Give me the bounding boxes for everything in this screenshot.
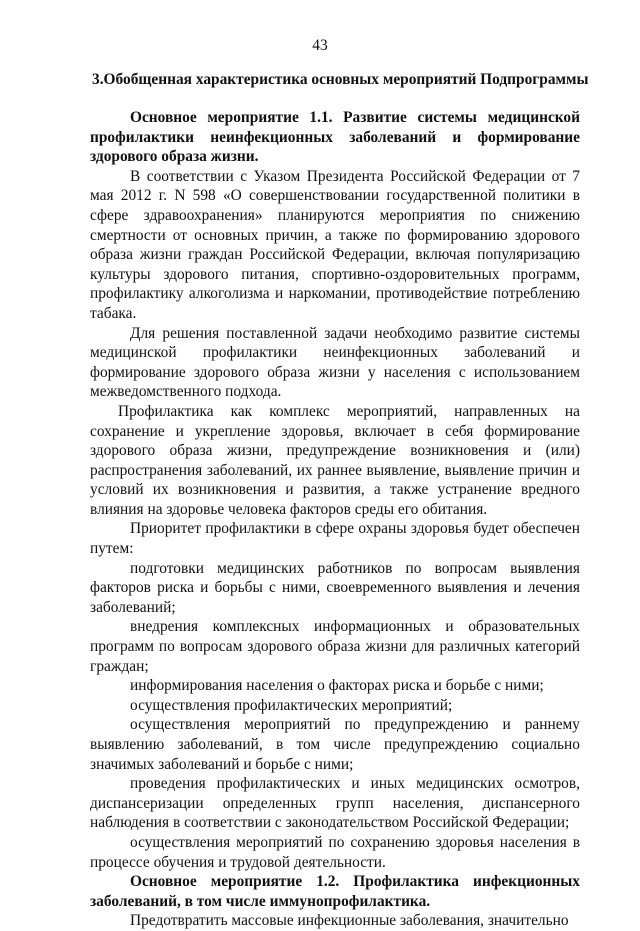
- list-item-examinations: проведения профилактических и иных медицинских осмотров, диспансеризации определенных групп населения, диспансерного наблюдения в соответствии с законодательством Российской Федерации;: [90, 775, 580, 832]
- list-item-training: подготовки медицинских работников по вопросам выявления факторов риска и борьбы с ними, своевременного выявления и лечения заболеваний;: [90, 559, 580, 616]
- page-number: 43: [312, 37, 328, 54]
- list-item-early-detection: осуществления мероприятий по предупреждению и раннему выявлению заболеваний, в том числе предупреждению социально значимых заболеваний и борьбе с ними;: [90, 716, 580, 773]
- list-item-preventive-measures: осуществления профилактических мероприятий;: [130, 696, 453, 714]
- measure-1-2-heading: Основное мероприятие 1.2. Профилактика инфекционных заболеваний, в том числе иммунопрофилактика.: [90, 873, 580, 910]
- paragraph-task: Для решения поставленной задачи необходимо развитие системы медицинской профилактики неинфекционных заболеваний и формирование здорового образа жизни у населения с использованием межведомственного подхода.: [90, 324, 580, 401]
- paragraph-priority: Приоритет профилактики в сфере охраны здоровья будет обеспечен путем:: [90, 520, 580, 558]
- paragraph-infections: Предотвратить массовые инфекционные заболевания, значительно: [130, 912, 569, 930]
- measure-1-1-heading: Основное мероприятие 1.1. Развитие системы медицинской профилактики неинфекционных заболеваний и формирование здорового образа жизни.: [90, 109, 580, 166]
- list-item-informing: информирования населения о факторах риска и борьбе с ними;: [130, 677, 544, 695]
- document-body: [90, 108, 580, 931]
- paragraph-decree: В соответствии с Указом Президента Российской Федерации от 7 мая 2012 г. N 598 «О совершенствовании государственной политики в сфере здравоохранения» планируются мероприятия по снижению смертности от основных причин, а также по формированию здорового образа жизни граждан Российской Федерации, включая популяризацию культуры здорового питания, спортивно-оздоровительных программ, профилактику алкоголизма и наркомании, противодействие потреблению табака.: [90, 167, 580, 322]
- section-heading: 3.Обобщенная характеристика основных мероприятий Подпрограммы: [92, 71, 589, 88]
- list-item-health-preservation: осуществления мероприятий по сохранению здоровья населения в процессе обучения и трудовой деятельности.: [90, 833, 580, 871]
- paragraph-prevention-definition: Профилактика как комплекс мероприятий, направленных на сохранение и укрепление здоровья, включает в себя формирование здорового образа жизни, предупреждение возникновения и (или) распространения заболеваний, их раннее выявление, выявление причин и условий их возникновения и развития, а также устранение вредного влияния на здоровье человека факторов среды его обитания.: [90, 402, 580, 518]
- list-item-programs: внедрения комплексных информационных и образовательных программ по вопросам здорового образа жизни для различных категорий граждан;: [90, 618, 580, 675]
